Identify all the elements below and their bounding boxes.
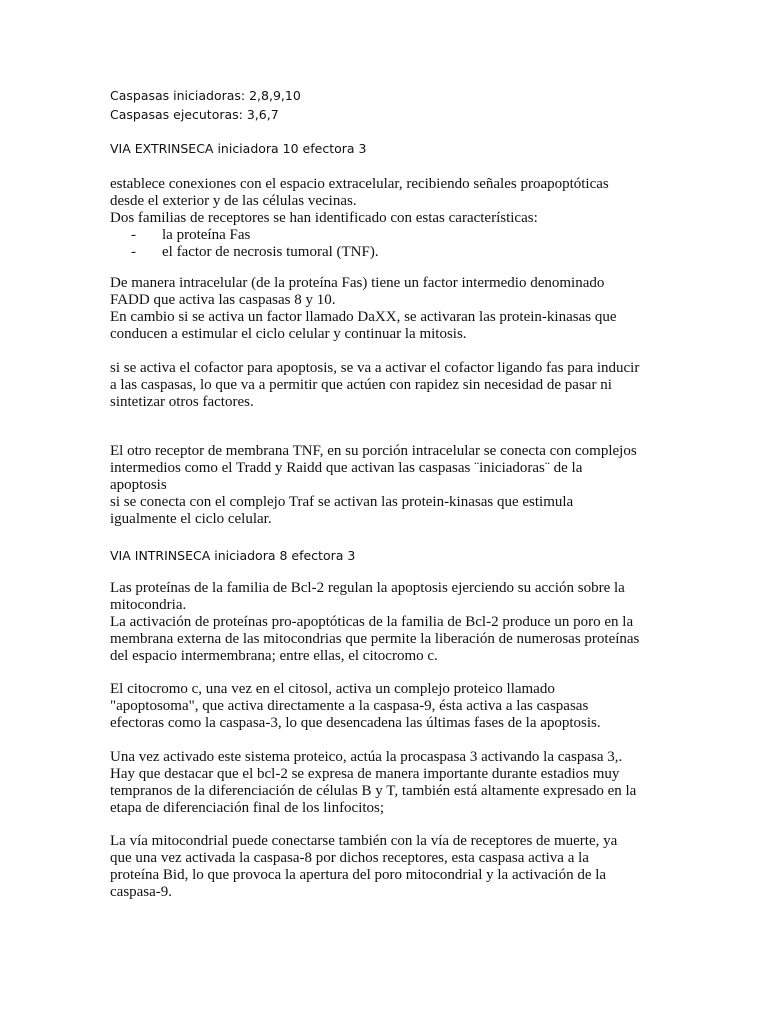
extrinseca-paragraph-3 xyxy=(110,360,670,411)
bullet-dash: - xyxy=(131,227,136,243)
bullet-item-tnf xyxy=(110,244,670,261)
extrinseca-paragraph-4 xyxy=(110,443,670,528)
text-line: conducen a estimular el ciclo celular y continuar la mitosis. xyxy=(110,326,467,342)
bullet-text: la proteína Fas xyxy=(162,227,251,243)
text-line: La activación de proteínas pro-apoptóticas de la familia de Bcl-2 produce un poro en la xyxy=(110,614,634,630)
text-line: proteína Bid, lo que provoca la apertura del poro mitocondrial y la activación de la xyxy=(110,867,607,883)
text-line: si se conecta con el complejo Traf se activan las protein-kinasas que estimula xyxy=(110,494,574,510)
intrinseca-paragraph-1 xyxy=(110,580,670,665)
text-line: "apoptosoma", que activa directamente a la caspasa-9, ésta activa a las caspasas xyxy=(110,698,589,714)
intrinseca-paragraph-3 xyxy=(110,749,670,817)
extrinseca-paragraph-1 xyxy=(110,176,670,261)
text-line: Una vez activado este sistema proteico, actúa la procaspasa 3 activando la caspasa 3,. xyxy=(110,749,623,765)
text-line: Hay que destacar que el bcl-2 se expresa de manera importante durante estadios muy xyxy=(110,766,620,782)
text-line: La vía mitocondrial puede conectarse también con la vía de receptores de muerte, ya xyxy=(110,833,618,849)
text-line: En cambio si se activa un factor llamado DaXX, se activaran las protein-kinasas que xyxy=(110,309,617,325)
via-extrinseca-heading: VIA EXTRINSECA iniciadora 10 efectora 3 xyxy=(110,141,367,156)
text-line: sintetizar otros factores. xyxy=(110,394,254,410)
text-line: apoptosis xyxy=(110,477,167,493)
intrinseca-paragraph-2 xyxy=(110,681,670,732)
text-line: del espacio intermembrana; entre ellas, el citocromo c. xyxy=(110,648,438,664)
bullet-dash: - xyxy=(131,244,136,260)
via-intrinseca-heading: VIA INTRINSECA iniciadora 8 efectora 3 xyxy=(110,548,356,563)
text-line: tempranos de la diferenciación de células B y T, también está altamente expresado en la xyxy=(110,783,637,799)
caspasas-iniciadoras-line: Caspasas iniciadoras: 2,8,9,10 xyxy=(110,88,301,103)
text-line: De manera intracelular (de la proteína Fas) tiene un factor intermedio denominado xyxy=(110,275,605,291)
text-line: El citocromo c, una vez en el citosol, activa un complejo proteico llamado xyxy=(110,681,555,697)
extrinseca-paragraph-2 xyxy=(110,275,670,343)
text-line: membrana externa de las mitocondrias que permite la liberación de numerosas proteínas xyxy=(110,631,640,647)
text-line: FADD que activa las caspasas 8 y 10. xyxy=(110,292,336,308)
text-line: desde el exterior y de las células vecinas. xyxy=(110,193,357,209)
text-line: Las proteínas de la familia de Bcl-2 regulan la apoptosis ejerciendo su acción sobre la xyxy=(110,580,625,596)
text-line: intermedios como el Tradd y Raidd que activan las caspasas ¨iniciadoras¨ de la xyxy=(110,460,583,476)
text-line: mitocondria. xyxy=(110,597,187,613)
text-line: efectoras como la caspasa-3, lo que desencadena las últimas fases de la apoptosis. xyxy=(110,715,601,731)
text-line: caspasa-9. xyxy=(110,884,173,900)
text-line: etapa de diferenciación final de los linfocitos; xyxy=(110,800,385,816)
bullet-text: el factor de necrosis tumoral (TNF). xyxy=(162,244,379,260)
text-line: si se activa el cofactor para apoptosis, se va a activar el cofactor ligando fas para inducir xyxy=(110,360,640,376)
text-line: El otro receptor de membrana TNF, en su porción intracelular se conecta con complejos xyxy=(110,443,637,459)
text-line: a las caspasas, lo que va a permitir que actúen con rapidez sin necesidad de pasar ni xyxy=(110,377,612,393)
text-line: que una vez activada la caspasa-8 por dichos receptores, esta caspasa activa a la xyxy=(110,850,589,866)
intrinseca-paragraph-4 xyxy=(110,833,670,901)
bullet-item-fas xyxy=(110,227,670,244)
text-line: igualmente el ciclo celular. xyxy=(110,511,272,527)
caspasas-ejecutoras-line: Caspasas ejecutoras: 3,6,7 xyxy=(110,107,279,122)
text-line: establece conexiones con el espacio extracelular, recibiendo señales proapoptóticas xyxy=(110,176,609,192)
text-line: Dos familias de receptores se han identificado con estas características: xyxy=(110,210,538,226)
